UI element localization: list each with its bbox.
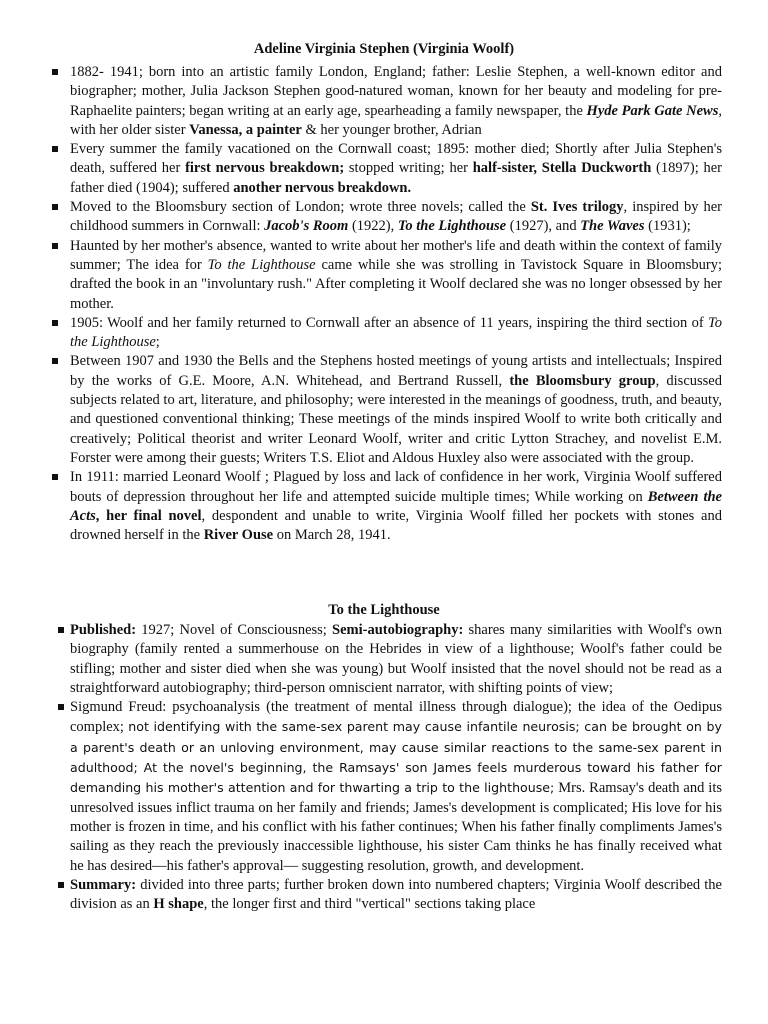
biography-list xyxy=(0,63,768,545)
text-run: Hyde Park Gate News xyxy=(586,102,719,119)
text-run: Between the Acts xyxy=(70,488,722,524)
text-run: (1927), and xyxy=(506,218,581,235)
text-run: (1897); her father died (1904); suffered xyxy=(70,160,722,196)
text-run: Haunted by her mother's absence, wanted to write about her mother's life and death within the context of family summer; The idea for xyxy=(70,237,722,273)
list-item xyxy=(0,198,768,237)
text-run: Moved to the Bloomsbury section of London; wrote three novels; called the xyxy=(70,199,531,216)
text-run: To the Lighthouse xyxy=(397,218,507,235)
text-run: came while she was strolling in Tavistock Square in Bloomsbury; drafted the book in an "involuntary rush." After completing it Woolf declared she was no longer obsessed by her mother. xyxy=(70,256,722,312)
bullet-icon xyxy=(52,204,58,210)
novel-notes-list xyxy=(0,621,768,914)
bullet-icon xyxy=(52,474,58,480)
bullet-icon xyxy=(52,69,58,75)
bullet-icon xyxy=(52,358,58,364)
bullet-icon xyxy=(58,627,64,633)
text-run: (1922), xyxy=(348,218,398,235)
text-run: & her younger brother, Adrian xyxy=(301,121,482,138)
text-run: Vanessa, a painter xyxy=(189,121,302,138)
novel-heading: To the Lighthouse xyxy=(328,602,440,618)
text-run: To the Lighthouse xyxy=(207,256,316,273)
text-run: , inspired by her childhood summers in Cornwall: xyxy=(70,199,723,235)
text-run: the Bloomsbury group xyxy=(509,372,656,389)
text-run: The Waves xyxy=(580,218,645,235)
list-item xyxy=(0,876,768,915)
text-run: Published: xyxy=(70,622,137,638)
text-run: another nervous breakdown. xyxy=(233,179,412,196)
list-item xyxy=(0,621,768,698)
text-run: shares many similarities with Woolf's own biography (family rented a summerhouse on the Hebrides in view of a lighthouse; Woolf's father could be stifling; mother and sister died when she was young) but Woolf insisted that the novel should not be read as a straightforward autobiography; third-person omniscient narrator, with shifting points of view; xyxy=(70,622,722,696)
text-run: River Ouse xyxy=(203,527,274,544)
text-run: stopped writing; her xyxy=(344,160,473,177)
bullet-icon xyxy=(58,882,64,888)
text-run: half-sister, Stella Duckworth xyxy=(472,160,652,177)
text-run: (1931); xyxy=(644,218,691,235)
text-run: 1905: Woolf and her family returned to Cornwall after an absence of 11 years, inspiring the third section of xyxy=(70,314,709,331)
text-run: not identifying with the same-sex parent may cause infantile neurosis; can be brought on by a parent's death or an unloving environment, may cause similar reactions to the same-sex parent in adulthood; At the novel's beginning, the Ramsays' son James feels murderous toward his father for demanding his mother's attention and for thwarting a trip to the lighthouse; xyxy=(70,719,722,796)
text-run: In 1911: married Leonard Woolf ; Plagued by loss and lack of confidence in her work, Virginia Woolf suffered bouts of depression throughout her life and attempted suicide multiple times; While working on xyxy=(70,469,722,505)
list-item xyxy=(0,352,768,468)
text-run: Jacob's Room xyxy=(264,218,349,235)
text-run: St. Ives trilogy xyxy=(530,199,624,216)
text-run: ; xyxy=(155,334,160,351)
text-run: divided into three parts; further broken down into numbered chapters; Virginia Woolf described the division as an xyxy=(70,876,722,913)
text-run: To the Lighthouse xyxy=(70,314,722,351)
list-item xyxy=(0,140,768,198)
text-run: , her final novel xyxy=(95,507,202,524)
list-item xyxy=(0,63,768,140)
bullet-icon xyxy=(52,243,58,249)
text-run: 1882- 1941; born into an artistic family London, England; father: Leslie Stephen, a well-known editor and biographer; mother, Julia Jackson Stephen good-natured woman, known for her beauty and modeling for pre-Raphaelite painters; began writing at an early age, spearheading a family newspaper, the xyxy=(70,64,722,119)
text-run: , discussed subjects related to art, literature, and philosophy; were interested in the meanings of goodness, truth, and beauty, and questioned conventional thinking; These meetings of the minds inspired Woolf to write both critically and creatively; Political theorist and writer Leonard Woolf, writer and critic Lytton Strachey, and novelist E.M. Forster were among their guests; Writers T.S. Eliot and Aldous Huxley also were associated with the group. xyxy=(70,372,722,466)
text-run: , with her older sister xyxy=(70,102,722,138)
list-item xyxy=(0,237,768,314)
text-run: Every summer the family vacationed on the Cornwall coast; 1895: mother died; Shortly after Julia Stephen's death, suffered her xyxy=(70,141,722,177)
text-run: Semi-autobiography: xyxy=(332,622,464,638)
text-run: H shape xyxy=(153,896,204,913)
list-item xyxy=(0,314,768,353)
text-run: , despondent and unable to write, Virginia Woolf filled her pockets with stones and drowned herself in the xyxy=(70,507,722,544)
text-run: Sigmund Freud: psychoanalysis (the treatment of mental illness through dialogue); the idea of the Oedipus complex; xyxy=(70,699,722,736)
bullet-icon xyxy=(52,146,58,152)
text-run: on March 28, 1941. xyxy=(273,527,391,544)
text-run: Summary: xyxy=(70,876,137,893)
bullet-icon xyxy=(58,704,64,710)
list-item xyxy=(0,468,768,545)
text-run: first nervous breakdown; xyxy=(185,160,345,177)
text-run: , the longer first and third "vertical" sections taking place xyxy=(203,896,536,913)
text-run: Mrs. Ramsay's death and its unresolved issues inflict trauma on her family and friends; James's development is complicated; His love for his mother is frozen in time, and his conflict with his father continues; When his father finally compliments James's sailing as they reach the previously inaccessible lighthouse, his sister Cam thinks he has finally received what he has desired—his father's approval— suggesting resolution, growth, and development. xyxy=(70,780,722,874)
list-item xyxy=(0,698,768,876)
biography-heading: Adeline Virginia Stephen (Virginia Woolf) xyxy=(253,41,515,57)
text-run: 1927; Novel of Consciousness; xyxy=(136,622,333,638)
bullet-icon xyxy=(52,320,58,326)
text-run: Between 1907 and 1930 the Bells and the Stephens hosted meetings of young artists and intellectuals; Inspired by the works of G.E. Moore, A.N. Whitehead, and Bertrand Russell, xyxy=(70,353,722,389)
